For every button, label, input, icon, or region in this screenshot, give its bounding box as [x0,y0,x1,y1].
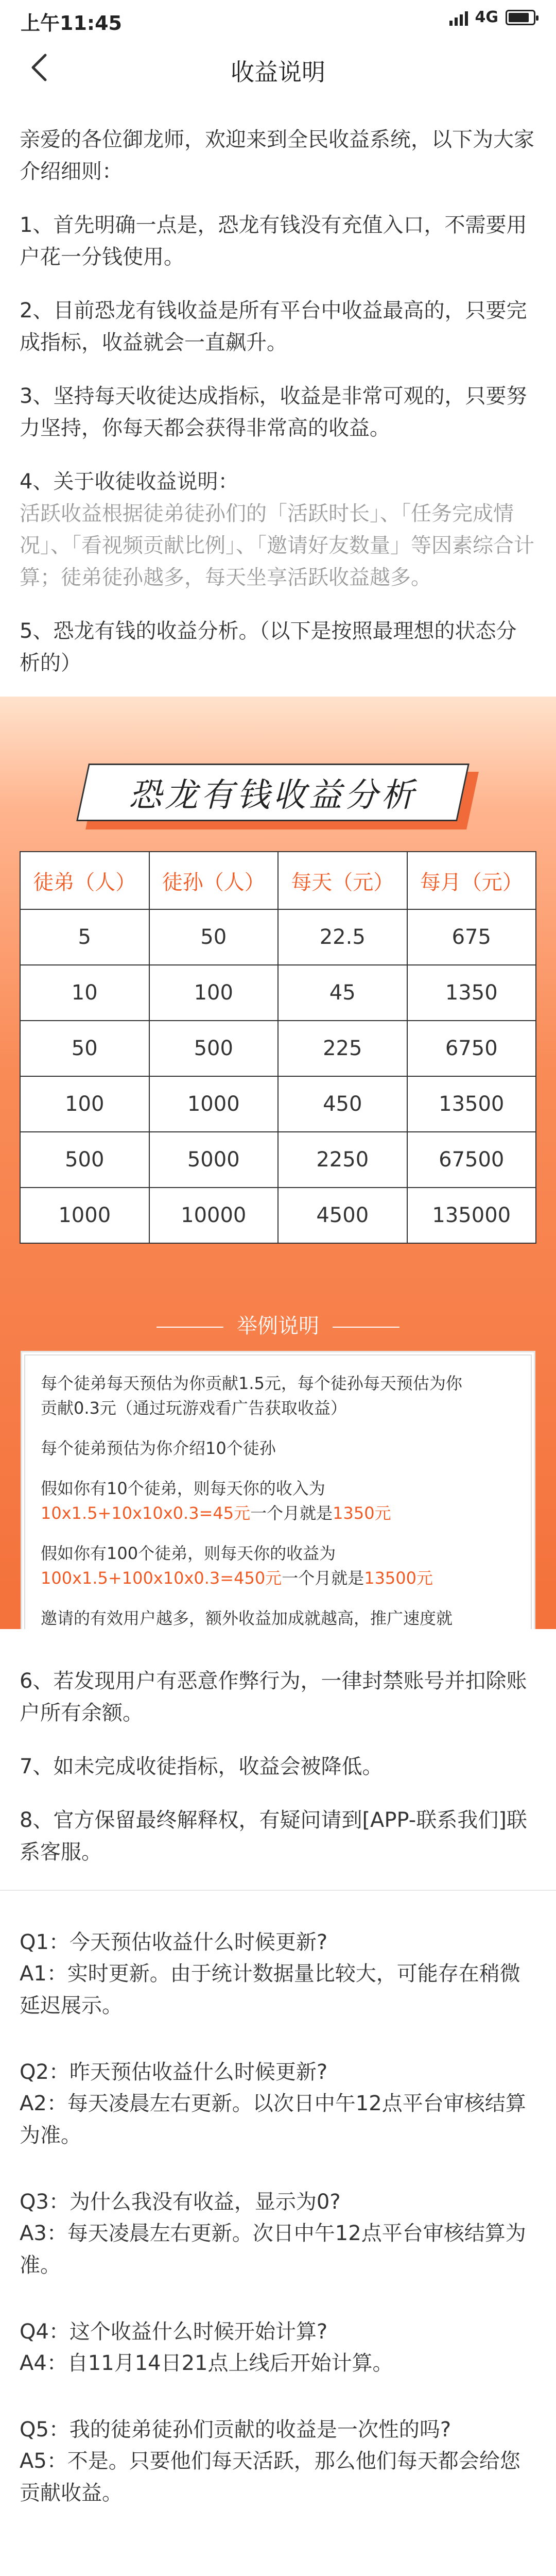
signal-strength-icon [449,9,468,26]
table-cell: 675 [407,909,536,965]
table-cell: 5 [20,909,149,965]
faq-answer: A3：每天凌晨左右更新。次日中午12点平台审核结算为准。 [20,2222,526,2277]
table-cell: 10 [20,965,149,1021]
table-cell: 10000 [149,1188,279,1243]
example-formula: 100x1.5+100x10x0.3=450元 [41,1568,282,1588]
faq-question: Q1：今天预估收益什么时候更新? [20,1930,328,1954]
faq-list [0,1927,556,2509]
divider-line [157,1327,223,1328]
example-text: 贡献0.3元（通过玩游戏看广告获取收益） [41,1398,347,1418]
column-header-daily: 每天（元） [278,852,407,909]
battery-icon [506,10,535,25]
example-text: 每个徒弟预估为你介绍10个徒孙 [41,1438,276,1458]
intro-point-5: 5、恐龙有钱的收益分析。（以下是按照最理想的状态分析的） [20,619,517,675]
table-cell: 500 [20,1132,149,1188]
example-text: 假如你有100个徒弟，则每天你的收益为 [41,1544,336,1563]
table-cell: 2250 [278,1132,407,1188]
table-cell: 50 [20,1021,149,1076]
activity-income-note: 活跃收益根据徒弟徒孙们的「活跃时长」、「任务完成情况」、「看视频贡献比例」、「邀请好友数量」等因素综合计算；徒弟徒孙越多，每天坐享活跃收益越多。 [20,502,534,589]
intro-point-2: 2、目前恐龙有钱收益是所有平台中收益最高的，只要完成指标，收益就会一直飙升。 [20,299,527,354]
example-calc: 100x1.5+100x10x0.3=450元一个月就是13500元 [41,1568,433,1588]
status-time: 上午11:45 [21,12,122,35]
table-cell: 100 [149,965,279,1021]
content [0,96,556,2544]
example-text: 邀请的有效用户越多，额外收益加成就越高，推广速度就 [41,1608,453,1628]
rule-7: 7、如未完成收徒指标，收益会被降低。 [20,1755,383,1778]
table-cell: 450 [278,1076,407,1132]
income-analysis-section: 恐龙有钱收益分析 徒弟（人） 徒孙（人） 每天（元） 每月（元） 5 50 22.5 675 10 100 45 1350 50 500 225 6750 100 1000 450 13500 500 5000 2250 67500 1000 10000 4500 135000 举例说明 每个徒弟每天预估为你贡献1.5元，每个徒孙每天预估为你 贡献0.3元（通过玩游戏看广告获取收益） 每个徒弟预估为你介绍10个徒孙 假如你有10个徒弟，则每天你的收入为 10x1.5+10x10x0.3=45元一个月就是1350元 假如你有100个徒弟，则每天你的收益为 100x1.5+100x10x0.3=450元一个月就是13500元 邀请的有效用户越多，额外收益加成就越高，推广速度就 ¥ [0,697,556,1629]
table-cell: 500 [149,1021,279,1076]
example-formula: 10x1.5+10x10x0.3=45元 [41,1503,251,1523]
table-row [20,1132,536,1188]
faq-answer: A2：每天凌晨左右更新。以次日中午12点平台审核结算为准。 [20,2092,526,2147]
table-cell: 135000 [407,1188,536,1243]
battery-level [509,13,529,22]
table-header-row [20,852,536,909]
income-table [20,851,536,1244]
table-cell: 6750 [407,1021,536,1076]
divider-line [333,1327,399,1328]
faq-question: Q5：我的徒弟徒孙们贡献的收益是一次性的吗? [20,2418,451,2442]
intro-point-1: 1、首先明确一点是，恐龙有钱没有充值入口，不需要用户花一分钱使用。 [20,213,527,269]
rule-6: 6、若发现用户有恶意作弊行为，一律封禁账号并扣除账户所有余额。 [20,1669,527,1725]
analysis-banner-title: 恐龙有钱收益分析 [129,776,417,815]
table-cell: 100 [20,1076,149,1132]
table-cell: 13500 [407,1076,536,1132]
analysis-banner [82,764,474,831]
table-row [20,909,536,965]
column-header-grand-disciples: 徒孙（人） [149,852,279,909]
column-header-monthly: 每月（元） [407,852,536,909]
example-heading-text: 举例说明 [237,1314,319,1338]
table-cell: 225 [278,1021,407,1076]
faq-question: Q2：昨天预估收益什么时候更新? [20,2060,328,2084]
column-header-disciples: 徒弟（人） [20,852,149,909]
intro-point-4: 4、关于收徒收益说明： [20,470,239,494]
faq-answer: A5：不是。只要他们每天活跃，那么他们每天都会给您贡献收益。 [20,2449,520,2505]
table-cell: 5000 [149,1132,279,1188]
network-type: 4G [475,8,498,26]
page-title: 收益说明 [231,58,325,86]
example-calc: 10x1.5+10x10x0.3=45元一个月就是1350元 [41,1503,391,1523]
example-text: 假如你有10个徒弟，则每天你的收入为 [41,1479,325,1498]
table-cell: 22.5 [278,909,407,965]
example-heading [0,1310,556,1339]
table-cell: 50 [149,909,279,965]
table-cell: 67500 [407,1132,536,1188]
intro-point-4-detail [0,498,556,594]
example-box [21,1351,535,1629]
table-cell: 4500 [278,1188,407,1243]
table-row [20,1076,536,1132]
rule-8: 8、官方保留最终解释权，有疑问请到[APP-联系我们]联系客服。 [20,1808,527,1864]
table-row [20,1021,536,1076]
faq-question: Q3：为什么我没有收益，显示为0? [20,2190,341,2214]
table-cell: 45 [278,965,407,1021]
intro-greeting: 亲爱的各位御龙师，欢迎来到全民收益系统，以下为大家介绍细则： [20,128,534,183]
nav-bar [0,39,556,96]
faq-answer: A1：实时更新。由于统计数据量比较大，可能存在稍微延迟展示。 [20,1962,520,2018]
divider [0,1890,556,1891]
table-cell: 1350 [407,965,536,1021]
table-row [20,1188,536,1243]
faq-answer: A4：自11月14日21点上线后开始计算。 [20,2351,393,2375]
status-indicators [449,8,536,26]
faq-question: Q4：这个收益什么时候开始计算? [20,2320,328,2344]
table-row [20,965,536,1021]
intro-point-3: 3、坚持每天收徒达成指标，收益是非常可观的，只要努力坚持，你每天都会获得非常高的收益。 [20,384,527,440]
example-monthly-amount: 13500元 [364,1568,433,1588]
example-monthly-amount: 1350元 [333,1503,391,1523]
example-text: 每个徒弟每天预估为你贡献1.5元，每个徒孙每天预估为你 [41,1374,462,1393]
table-cell: 1000 [20,1188,149,1243]
table-cell: 1000 [149,1076,279,1132]
status-bar [0,0,556,39]
